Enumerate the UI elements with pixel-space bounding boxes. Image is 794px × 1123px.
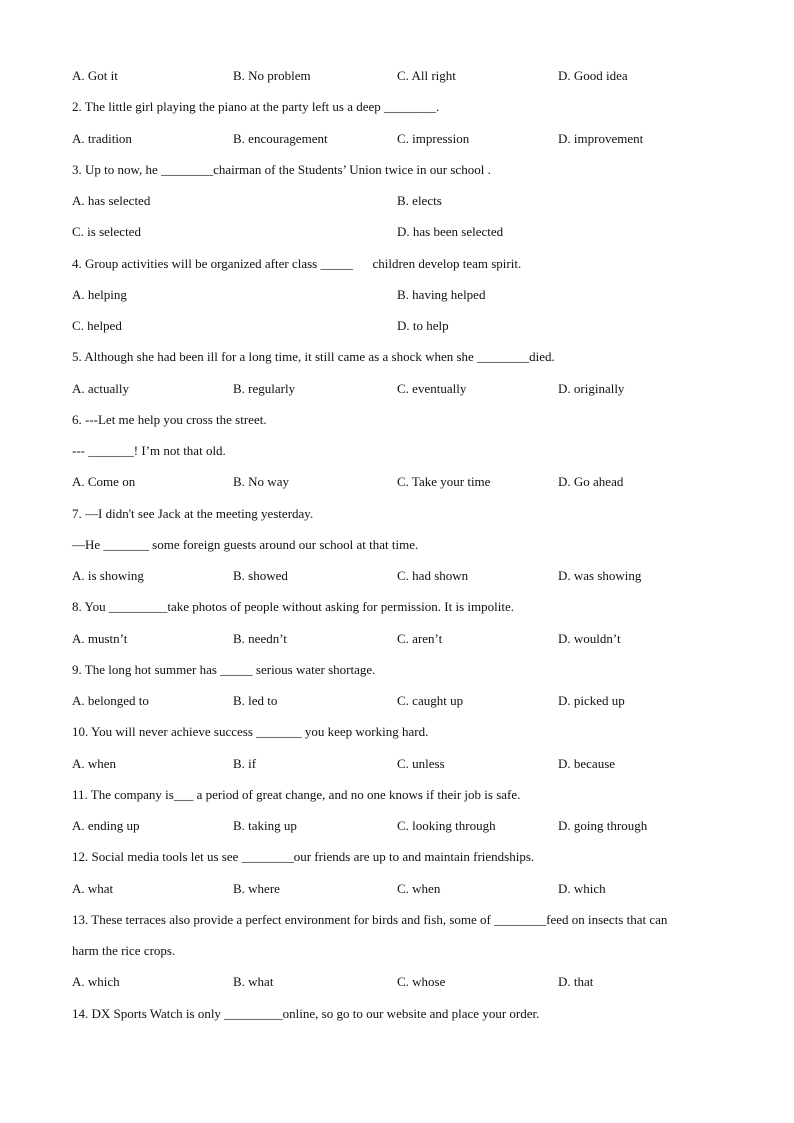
answer-option: B. having helped: [397, 287, 486, 302]
answer-option: A. helping: [72, 287, 127, 302]
answer-option: D. originally: [558, 381, 625, 396]
answer-option: D. has been selected: [397, 224, 504, 239]
answer-option: A. when: [72, 756, 117, 771]
question-text: 2. The little girl playing the piano at the party left us a deep ________.: [72, 99, 440, 114]
answer-option: B. encouragement: [233, 131, 328, 146]
answer-option: C. aren’t: [397, 631, 443, 646]
answer-option: D. Go ahead: [558, 474, 624, 489]
question-text: 14. DX Sports Watch is only _________online, so go to our website and place your order.: [72, 1006, 540, 1021]
question-text: 11. The company is___ a period of great change, and no one knows if their job is safe.: [72, 787, 521, 802]
answer-option: D. Good idea: [558, 68, 628, 83]
question-text: —He _______ some foreign guests around our school at that time.: [72, 537, 419, 552]
answer-option: D. because: [558, 756, 616, 771]
answer-option: C. looking through: [397, 818, 496, 833]
answer-option: D. to help: [397, 318, 449, 333]
answer-option: A. has selected: [72, 193, 151, 208]
answer-option: D. wouldn’t: [558, 631, 621, 646]
answer-option: B. where: [233, 881, 280, 896]
answer-option: C. had shown: [397, 568, 469, 583]
answer-option: B. led to: [233, 693, 278, 708]
answer-option: A. belonged to: [72, 693, 149, 708]
question-text: 4. Group activities will be organized after class _____ children develop team spirit.: [72, 256, 522, 271]
answer-option: B. needn’t: [233, 631, 287, 646]
answer-option: B. No way: [233, 474, 289, 489]
answer-option: C. is selected: [72, 224, 141, 239]
answer-option: B. what: [233, 974, 274, 989]
question-text: 9. The long hot summer has _____ serious water shortage.: [72, 662, 376, 677]
question-text: 12. Social media tools let us see ________our friends are up to and maintain friendships.: [72, 849, 535, 864]
question-text: 3. Up to now, he ________chairman of the Students’ Union twice in our school .: [72, 162, 491, 177]
answer-option: D. was showing: [558, 568, 642, 583]
answer-option: B. taking up: [233, 818, 297, 833]
answer-option: C. Take your time: [397, 474, 491, 489]
answer-option: B. regularly: [233, 381, 296, 396]
answer-option: D. that: [558, 974, 594, 989]
answer-option: A. Come on: [72, 474, 136, 489]
question-text: 13. These terraces also provide a perfect environment for birds and fish, some of ________feed on insects that can: [72, 912, 668, 927]
answer-option: C. unless: [397, 756, 445, 771]
answer-option: C. when: [397, 881, 441, 896]
answer-option: D. improvement: [558, 131, 644, 146]
question-text: 8. You _________take photos of people without asking for permission. It is impolite.: [72, 599, 514, 614]
answer-option: C. All right: [397, 68, 456, 83]
answer-option: C. impression: [397, 131, 470, 146]
answer-option: A. is showing: [72, 568, 144, 583]
answer-option: A. actually: [72, 381, 130, 396]
answer-option: A. ending up: [72, 818, 140, 833]
answer-option: C. whose: [397, 974, 446, 989]
answer-option: B. if: [233, 756, 257, 771]
answer-option: D. picked up: [558, 693, 625, 708]
answer-option: A. which: [72, 974, 120, 989]
answer-option: B. showed: [233, 568, 288, 583]
answer-option: C. eventually: [397, 381, 467, 396]
answer-option: A. Got it: [72, 68, 118, 83]
answer-option: D. which: [558, 881, 606, 896]
answer-option: D. going through: [558, 818, 648, 833]
answer-option: B. No problem: [233, 68, 311, 83]
answer-option: A. mustn’t: [72, 631, 128, 646]
question-text: 7. —I didn't see Jack at the meeting yesterday.: [72, 506, 314, 521]
answer-option: B. elects: [397, 193, 442, 208]
question-text: harm the rice crops.: [72, 943, 176, 958]
answer-option: C. caught up: [397, 693, 464, 708]
question-text: 10. You will never achieve success _______ you keep working hard.: [72, 724, 429, 739]
question-text: 5. Although she had been ill for a long time, it still came as a shock when she ________died.: [72, 349, 555, 364]
question-text: --- _______! I’m not that old.: [72, 443, 226, 458]
question-text: 6. ---Let me help you cross the street.: [72, 412, 267, 427]
answer-option: A. tradition: [72, 131, 132, 146]
answer-option: A. what: [72, 881, 114, 896]
answer-option: C. helped: [72, 318, 122, 333]
